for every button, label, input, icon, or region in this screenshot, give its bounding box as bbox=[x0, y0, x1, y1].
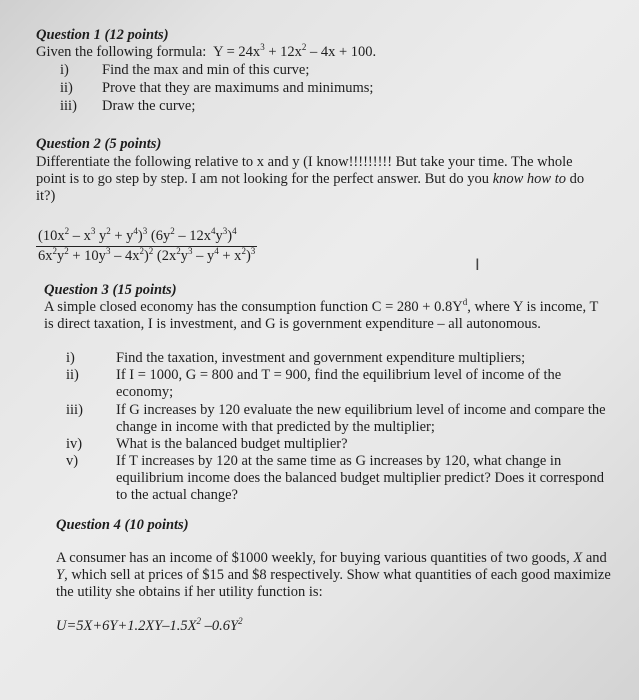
item-number: iv) bbox=[66, 436, 83, 452]
item-text: economy; bbox=[116, 384, 174, 400]
item-text: If T increases by 120 at the same time as G increases by 120, what change in bbox=[116, 453, 562, 469]
q4-title: Question 4 (10 points) bbox=[56, 517, 189, 533]
q1-item bbox=[60, 98, 620, 115]
q3-title: Question 3 (15 points) bbox=[44, 282, 177, 298]
q3-item bbox=[66, 367, 626, 401]
q4-line-1: A consumer has an income of $1000 weekly, for buying various quantities of two goods, X and bbox=[56, 550, 607, 566]
q1-intro-text: Given the following formula: bbox=[36, 44, 207, 60]
item-number: i) bbox=[66, 350, 75, 366]
q3-item bbox=[66, 402, 626, 436]
q3-item bbox=[66, 350, 626, 367]
item-text: equilibrium income does the balanced budget multiplier predict? Does it correspond bbox=[116, 470, 605, 486]
q1-formula: $Y = 24x^3 + 12x^2 - 4x + 100$. bbox=[213, 42, 377, 60]
item-text: to the actual change? bbox=[116, 487, 238, 503]
item-text: If I = 1000, G = 800 and T = 900, find the equilibrium level of income of the bbox=[116, 367, 562, 383]
item-text: Draw the curve; bbox=[102, 98, 196, 114]
q4-line-2: Y, which sell at prices of $15 and $8 respectively. Show what quantities of each good maximize bbox=[56, 567, 611, 583]
item-text: What is the balanced budget multiplier? bbox=[116, 436, 348, 452]
item-number: iii) bbox=[60, 98, 77, 114]
item-number: i) bbox=[60, 62, 69, 78]
q2-line-2: point is to go step by step. I am not looking for the perfect answer. But do you know how to do bbox=[36, 171, 585, 187]
q3-item bbox=[66, 453, 626, 504]
item-text: Find the max and min of this curve; bbox=[102, 62, 310, 78]
q4-utility-function: $U=5X+6Y+1.2XY-1.5X^2$ $-0.6Y^2$ bbox=[56, 616, 243, 634]
item-text: Find the taxation, investment and government expenditure multipliers; bbox=[116, 350, 526, 366]
q2-title: Question 2 (5 points) bbox=[36, 136, 162, 152]
q1-intro bbox=[36, 44, 376, 61]
q1-item bbox=[60, 62, 620, 79]
q1-item bbox=[60, 80, 620, 97]
q1-title: Question 1 (12 points) bbox=[36, 27, 169, 43]
item-number: ii) bbox=[60, 80, 73, 96]
q3-item bbox=[66, 436, 626, 453]
emphasis-text: know how to bbox=[492, 171, 566, 187]
q4-line-3: the utility she obtains if her utility function is: bbox=[56, 584, 323, 600]
item-number: iii) bbox=[66, 402, 83, 418]
item-number: ii) bbox=[66, 367, 79, 383]
q3-line-2: is direct taxation, I is investment, and G is government expenditure – all autonomous. bbox=[44, 316, 541, 332]
text-cursor-icon: I bbox=[475, 255, 480, 274]
item-text: Prove that they are maximums and minimums; bbox=[102, 80, 374, 96]
q2-fraction bbox=[36, 228, 257, 265]
q2-line-1: Differentiate the following relative to x and y (I know!!!!!!!!! But take your time. The whole bbox=[36, 154, 573, 170]
fraction-denominator: $6x^2y^2 + 10y^3 - 4x^2)^2$ $(2x^2y^3 - y^4 + x^2)^3$ bbox=[38, 246, 256, 264]
item-text: change in income with that predicted by the multiplier; bbox=[116, 419, 435, 435]
q2-line-3: it?) bbox=[36, 188, 56, 204]
q3-line-1: A simple closed economy has the consumption function $C = 280 + 0.8Y^d$, where Y is income, T bbox=[44, 297, 599, 315]
item-text: If G increases by 120 evaluate the new equilibrium level of income and compare the bbox=[116, 402, 606, 418]
fraction-numerator: ($10x^2 - x^3$ $y^2 + y^4)^3$ $(6y^2 - 12x^4y^3)^4$ bbox=[36, 228, 257, 247]
item-number: v) bbox=[66, 453, 79, 469]
